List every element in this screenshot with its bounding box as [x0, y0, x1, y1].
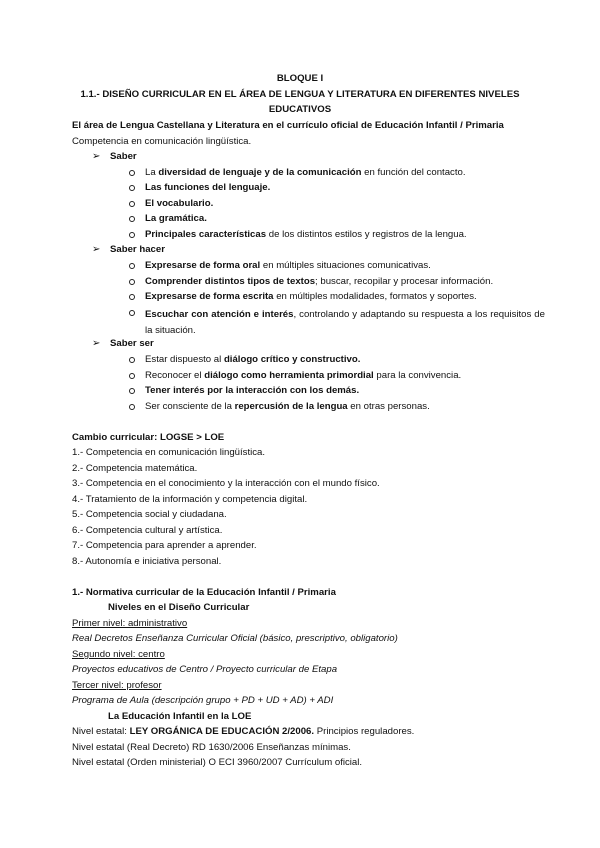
- competencia-item: 6.- Competencia cultural y artística.: [72, 525, 223, 536]
- circle-bullet-icon: [129, 170, 135, 176]
- intro-heading: El área de Lengua Castellana y Literatura en el currículo oficial de Educación Infantil / Primaria: [72, 120, 504, 131]
- circle-bullet-icon: [129, 279, 135, 285]
- competencia-item: 2.- Competencia matemática.: [72, 463, 198, 474]
- intro-subheading: Competencia en comunicación lingüística.: [72, 136, 252, 147]
- saber-ser-item: Estar dispuesto al diálogo crítico y constructivo.: [145, 354, 361, 365]
- saber-ser-title: Saber ser: [110, 338, 154, 349]
- competencia-item: 5.- Competencia social y ciudadana.: [72, 509, 227, 520]
- competencia-item: 1.- Competencia en comunicación lingüística.: [72, 447, 266, 458]
- saber-item: La diversidad de lenguaje y de la comunicación en función del contacto.: [145, 167, 466, 178]
- saber-ser-item: Reconocer el diálogo como herramienta primordial para la convivencia.: [145, 370, 462, 381]
- circle-bullet-icon: [129, 357, 135, 363]
- circle-bullet-icon: [129, 185, 135, 191]
- saber-item: Las funciones del lenguaje.: [145, 182, 271, 193]
- primer-nivel-label: Primer nivel: administrativo: [72, 618, 188, 629]
- competencia-item: 3.- Competencia en el conocimiento y la interacción con el mundo físico.: [72, 478, 380, 489]
- saber-hacer-item: Expresarse de forma oral en múltiples situaciones comunicativas.: [145, 260, 431, 271]
- circle-bullet-icon: [129, 263, 135, 269]
- competencia-item: 7.- Competencia para aprender a aprender.: [72, 540, 257, 551]
- saber-hacer-item: Comprender distintos tipos de textos; buscar, recopilar y procesar información.: [145, 276, 494, 287]
- competencia-item: 4.- Tratamiento de la información y competencia digital.: [72, 494, 308, 505]
- segundo-nivel-label: Segundo nivel: centro: [72, 649, 165, 660]
- niveles-heading: Niveles en el Diseño Curricular: [108, 602, 250, 613]
- primer-nivel-text: Real Decretos Enseñanza Curricular Oficial (básico, prescriptivo, obligatorio): [72, 633, 398, 644]
- saber-hacer-item: Escuchar con atención e interés, controlando y adaptando su respuesta a los requisitos de la situación.: [145, 309, 545, 336]
- nivel-estatal-line: Nivel estatal (Orden ministerial) O ECI 3960/2007 Currículum oficial.: [72, 757, 363, 768]
- saber-item: La gramática.: [145, 213, 207, 224]
- nivel-estatal-line: Nivel estatal (Real Decreto) RD 1630/2006 Enseñanzas mínimas.: [72, 742, 351, 753]
- circle-bullet-icon: [129, 201, 135, 207]
- section-title-line1: 1.1.- DISEÑO CURRICULAR EN EL ÁREA DE LENGUA Y LITERATURA EN DIFERENTES NIVELES: [80, 89, 520, 100]
- saber-item: Principales características de los distintos estilos y registros de la lengua.: [145, 229, 467, 240]
- bloque-title: BLOQUE I: [276, 73, 324, 84]
- competencia-item: 8.- Autonomía e iniciativa personal.: [72, 556, 222, 567]
- saber-title: Saber: [110, 151, 137, 162]
- tercer-nivel-label: Tercer nivel: profesor: [72, 680, 162, 691]
- section-title-line2: EDUCATIVOS: [268, 104, 332, 115]
- saber-hacer-title: Saber hacer: [110, 244, 165, 255]
- nivel-estatal-line: Nivel estatal: LEY ORGÁNICA DE EDUCACIÓN 2/2006. Principios reguladores.: [72, 726, 415, 737]
- saber-ser-item: Tener interés por la interacción con los demás.: [145, 385, 360, 396]
- cambio-heading: Cambio curricular: LOGSE > LOE: [72, 432, 225, 443]
- circle-bullet-icon: [129, 310, 135, 316]
- circle-bullet-icon: [129, 373, 135, 379]
- loe-heading: La Educación Infantil en la LOE: [108, 711, 252, 722]
- saber-item: El vocabulario.: [145, 198, 214, 209]
- arrow-bullet-icon: ➢: [92, 244, 101, 255]
- circle-bullet-icon: [129, 294, 135, 300]
- circle-bullet-icon: [129, 404, 135, 410]
- circle-bullet-icon: [129, 232, 135, 238]
- tercer-nivel-text: Programa de Aula (descripción grupo + PD + UD + AD) + ADI: [72, 695, 334, 706]
- segundo-nivel-text: Proyectos educativos de Centro / Proyecto curricular de Etapa: [72, 664, 338, 675]
- saber-ser-item: Ser consciente de la repercusión de la lengua en otras personas.: [145, 401, 430, 412]
- arrow-bullet-icon: ➢: [92, 338, 101, 349]
- normativa-heading: 1.- Normativa curricular de la Educación Infantil / Primaria: [72, 587, 336, 598]
- saber-hacer-item: Expresarse de forma escrita en múltiples modalidades, formatos y soportes.: [145, 291, 477, 302]
- arrow-bullet-icon: ➢: [92, 151, 101, 162]
- circle-bullet-icon: [129, 216, 135, 222]
- circle-bullet-icon: [129, 388, 135, 394]
